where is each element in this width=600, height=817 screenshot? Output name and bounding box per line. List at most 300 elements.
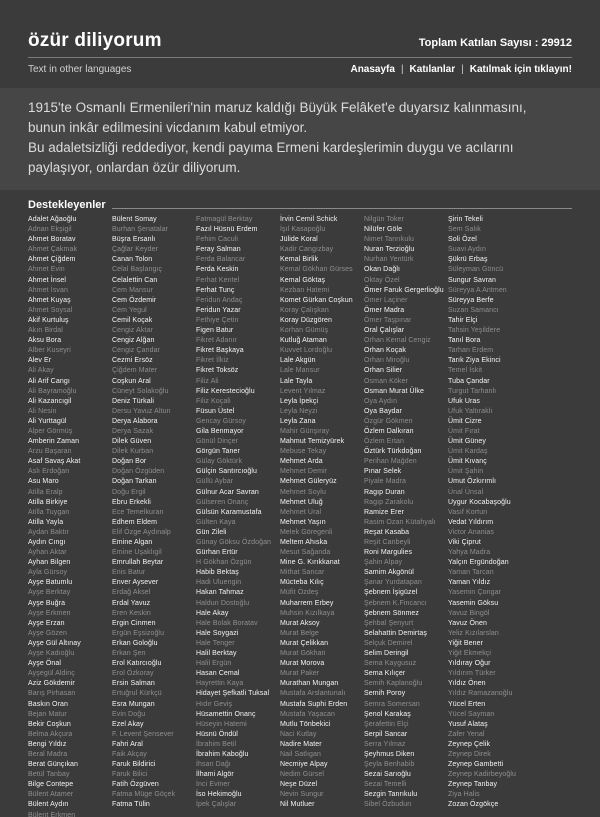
supporters-header bbox=[28, 199, 572, 211]
supporter-name: Aslı Erdoğan bbox=[28, 468, 70, 476]
supporter-name: Yusuf Alataş bbox=[448, 720, 488, 728]
supporter-name: Deniz Türkali bbox=[112, 397, 155, 405]
supporter-name: Ali Arif Cangı bbox=[28, 377, 70, 385]
supporter-name: Nil Mutluer bbox=[280, 801, 315, 809]
nav-separator: | bbox=[461, 64, 464, 75]
supporter-name: Murat Paker bbox=[280, 670, 320, 678]
supporter-name: Cem Mansur bbox=[112, 286, 154, 294]
supporter-name: Habib Bektaş bbox=[196, 569, 239, 577]
supporter-name: Şahin Alpay bbox=[364, 559, 403, 567]
supporter-name: Kemal Birlik bbox=[280, 256, 319, 264]
supporter-name: Erdağ Aksel bbox=[112, 589, 151, 597]
supporter-name: Selahattin Demirtaş bbox=[364, 629, 427, 637]
supporter-name: Dersu Yavuz Altun bbox=[112, 407, 171, 415]
supporter-name: Özgür Gökmen bbox=[364, 417, 413, 425]
supporter-name: Murat Çelikkan bbox=[280, 639, 329, 647]
other-languages-link[interactable]: Text in other languages bbox=[28, 64, 132, 75]
supporter-name: Özlem Dalkıran bbox=[364, 427, 414, 435]
supporter-name: Uygur Kocabaşoğlu bbox=[448, 498, 511, 506]
supporter-name: Mehmet Arda bbox=[280, 458, 323, 466]
supporter-name: Ümit Fırat bbox=[448, 427, 480, 435]
supporter-name: Elif Özge Aydınalp bbox=[112, 528, 171, 536]
supporter-name: Canan Tolon bbox=[112, 256, 153, 264]
supporter-name: Levent Yılmaz bbox=[280, 387, 326, 395]
supporter-name: Alev Er bbox=[28, 357, 52, 365]
supporter-name: Nadire Mater bbox=[280, 740, 322, 748]
supporters-rule bbox=[112, 208, 572, 209]
supporter-name: Temel İskit bbox=[448, 367, 483, 375]
supporter-name: Gönül Dinçer bbox=[196, 438, 239, 446]
supporter-name: Leyla Zana bbox=[280, 417, 316, 425]
supporter-name: Mehmet Uluğ bbox=[280, 498, 323, 506]
supporter-name: Zeynep Direk bbox=[448, 750, 491, 758]
supporter-name: Zafer Yenal bbox=[448, 730, 485, 738]
supporter-name: Ragıp Duran bbox=[364, 488, 405, 496]
supporter-name: Ece Temelkuran bbox=[112, 508, 164, 516]
supporter-name: Cem Özdemir bbox=[112, 296, 157, 304]
supporter-name: Öztürk Türkdoğan bbox=[364, 448, 422, 456]
supporter-name: Erol Katırcıoğlu bbox=[112, 660, 162, 668]
supporter-name: Kutluğ Ataman bbox=[280, 337, 327, 345]
supporter-name: Vasıf Kortun bbox=[448, 508, 488, 516]
supporter-name: Enis Batur bbox=[112, 569, 146, 577]
statement-line: paylaşıyor, onlardan özür diliyorum. bbox=[28, 160, 241, 175]
supporter-name: Samim Akgönül bbox=[364, 569, 414, 577]
supporter-name: F. Levent Şensever bbox=[112, 730, 174, 738]
supporter-name: Viki Çiprut bbox=[448, 539, 481, 546]
supporter-name: Leyla İpekçi bbox=[280, 397, 319, 405]
supporter-name: Murat Aksoy bbox=[280, 619, 320, 627]
supporter-name: Haldun Dostoğlu bbox=[196, 599, 250, 607]
statement-line: Bu adaletsizliği reddediyor, kendi payıma Ermeni kardeşlerimin duygu ve acılarını bbox=[28, 140, 514, 155]
supporter-name: Fazıl Hüsnü Erdem bbox=[196, 226, 258, 234]
supporter-name: Bülent Aydın bbox=[28, 801, 69, 809]
supporter-name: Kadir Cangızbay bbox=[280, 246, 334, 254]
supporter-name: Gülnur Acar Savran bbox=[196, 488, 259, 496]
supporter-name: Görgün Taner bbox=[196, 448, 240, 456]
supporter-column bbox=[196, 215, 280, 817]
supporter-name: Ahmet Boratav bbox=[28, 236, 76, 244]
supporter-name: Fikret Toksöz bbox=[196, 367, 239, 375]
supporter-name: Orhan Kemal Cengiz bbox=[364, 337, 431, 345]
supporter-name: Fehim Caculi bbox=[196, 236, 239, 244]
supporter-name: Celalettin Can bbox=[112, 276, 158, 284]
supporter-name: Lale Mansur bbox=[280, 367, 320, 375]
supporter-name: Filiz Koçali bbox=[196, 397, 231, 405]
supporter-name: Hıdır Geviş bbox=[196, 700, 233, 708]
supporter-name: Ufuk Yaltıraklı bbox=[448, 407, 493, 415]
supporter-name: Şükrü Erbaş bbox=[448, 256, 488, 264]
supporter-name: Enver Aysever bbox=[112, 579, 159, 587]
supporter-name: Ahmet Çakmak bbox=[28, 246, 78, 254]
supporter-name: Nilüfer Göle bbox=[364, 226, 403, 234]
supporter-name: Filiz Kerestecioğlu bbox=[196, 387, 255, 395]
supporter-name: Çiğdem Mater bbox=[112, 367, 158, 375]
supporter-name: Ufuk Uras bbox=[448, 397, 481, 405]
supporter-name: Yeliz Kızılarslan bbox=[448, 629, 499, 637]
supporter-column bbox=[364, 215, 448, 817]
supporter-name: Emine Uşaklıgil bbox=[112, 549, 162, 557]
supporter-name: Eren Keskin bbox=[112, 609, 151, 617]
supporter-name: Sem Salık bbox=[448, 226, 481, 234]
supporter-name: Mebuse Tekay bbox=[280, 448, 327, 456]
supporter-name: Ümit Güney bbox=[448, 438, 486, 446]
supporter-name: Evin Doğu bbox=[112, 710, 146, 718]
supporter-name: Okan Dağlı bbox=[364, 266, 401, 274]
supporter-name: Hasan Cemal bbox=[196, 670, 240, 678]
supporter-column bbox=[28, 215, 112, 817]
supporter-name: Bülent Erkmen bbox=[28, 811, 76, 817]
supporter-name: Kemal Göktaş bbox=[280, 276, 326, 284]
supporter-name: Faruk Bildirici bbox=[112, 761, 156, 769]
supporter-name: Atilla Birkiye bbox=[28, 498, 68, 506]
supporter-name: Aksu Bora bbox=[28, 337, 62, 345]
supporter-name: Feray Salman bbox=[196, 246, 241, 254]
supporter-name: Arzu Başaran bbox=[28, 448, 72, 456]
supporter-name: Koray Çalışkan bbox=[280, 306, 329, 314]
supporter-name: Mesut Sağanda bbox=[280, 549, 331, 557]
supporter-name: Doğan Bor bbox=[112, 458, 147, 466]
supporter-name: Doğan Tarkan bbox=[112, 478, 157, 486]
supporter-name: Tahir Elçi bbox=[448, 316, 478, 324]
supporter-name: Hale Soygazi bbox=[196, 629, 239, 637]
supporter-name: Yücel Sayman bbox=[448, 710, 495, 718]
subnav bbox=[28, 64, 572, 75]
supporter-name: Fatih Özgüven bbox=[112, 781, 159, 789]
supporter-name: Ünal Ünsal bbox=[448, 488, 484, 496]
supporter-name: Erkan Goloğlu bbox=[112, 639, 158, 647]
supporter-name: Muharrem Erbey bbox=[280, 599, 334, 607]
supporter-name: Gün Zileli bbox=[196, 528, 227, 536]
supporter-name: Tanıl Bora bbox=[448, 337, 481, 345]
apology-statement bbox=[0, 88, 600, 190]
supporter-name: Murat Belge bbox=[280, 629, 319, 637]
supporter-name: Cengiz Alğan bbox=[112, 337, 155, 345]
supporter-name: Büşra Ersanlı bbox=[112, 236, 156, 244]
supporter-name: Doğu Ergil bbox=[112, 488, 146, 496]
supporter-name: Rasim Ozan Kütahyalı bbox=[364, 518, 436, 526]
supporter-name: Vedat Yıldırım bbox=[448, 518, 494, 526]
supporters-heading: Destekleyenler bbox=[28, 199, 106, 211]
supporter-name: Piyale Madra bbox=[364, 478, 407, 486]
supporter-name: Ayşe Berktay bbox=[28, 589, 71, 597]
supporter-name: Hüsamettin Onanç bbox=[196, 710, 256, 718]
supporter-name: Zeynep Çelik bbox=[448, 740, 491, 748]
supporter-name: Mehmet Ural bbox=[280, 508, 322, 516]
supporter-name: Aydan Baktır bbox=[28, 528, 70, 536]
supporter-name: Baskın Oran bbox=[28, 700, 69, 708]
supporter-name: Fikret Başkaya bbox=[196, 347, 244, 355]
supporter-name: Ayşe Erkmen bbox=[28, 609, 71, 617]
supporter-name: Melek Göregenli bbox=[280, 528, 333, 536]
supporter-name: Ali Kazancıgil bbox=[28, 397, 72, 405]
supporter-name: Süleyman Göncü bbox=[448, 266, 504, 274]
supporter-name: Sezgin Tanrıkulu bbox=[364, 791, 418, 799]
supporter-name: Komet Gürkan Coşkun bbox=[280, 296, 353, 304]
supporter-name: Ayşe Gül Altınay bbox=[28, 639, 81, 647]
supporter-name: Ahmet İsvan bbox=[28, 286, 69, 294]
supporter-column bbox=[112, 215, 196, 817]
supporter-name: Gülseren Onanç bbox=[196, 498, 249, 506]
header bbox=[28, 0, 572, 52]
supporter-name: Gülay Göktürk bbox=[196, 458, 243, 466]
supporter-name: Beral Madra bbox=[28, 750, 68, 758]
supporter-name: Müfit Özdeş bbox=[280, 589, 319, 597]
supporter-name: Nevin Sungur bbox=[280, 791, 324, 799]
supporter-name: Hale Bolak Boratav bbox=[196, 619, 258, 627]
supporter-name: Fahri Aral bbox=[112, 740, 143, 748]
supporter-name: Suzan Samancı bbox=[448, 306, 499, 314]
supporter-name: Semra Somersan bbox=[364, 700, 420, 708]
supporter-name: Kezban Hatemi bbox=[280, 286, 330, 294]
supporter-name: Murat Gökhan bbox=[280, 650, 326, 658]
supporter-name: Yahya Madra bbox=[448, 549, 491, 557]
supporter-name: Burhan Şenatalar bbox=[112, 226, 169, 234]
supporter-name: Jülide Koral bbox=[280, 236, 318, 244]
supporter-name: Nilgün Toker bbox=[364, 216, 404, 223]
supporter-name: Erdal Yavuz bbox=[112, 599, 151, 607]
supporter-name: Atilla Eralp bbox=[28, 488, 63, 496]
supporter-name: Faik Akçay bbox=[112, 750, 147, 758]
nav-item-katilmak[interactable]: Katılmak için tıklayın! bbox=[469, 64, 572, 75]
supporter-name: Tahsin Yeşildere bbox=[448, 327, 501, 335]
nav-item-anasayfa[interactable]: Anasayfa bbox=[350, 64, 395, 75]
supporter-name: Gülçin Santırcıoğlu bbox=[196, 468, 258, 476]
statement-line: bunun inkâr edilmesini vicdanım kabul etmiyor. bbox=[28, 120, 308, 135]
supporter-name: Lale Akgün bbox=[280, 357, 316, 365]
supporter-name: Atilla Yayla bbox=[28, 518, 64, 526]
supporter-name: İpek Çalışlar bbox=[196, 801, 237, 809]
supporter-name: Ertuğrul Kürkçü bbox=[112, 690, 162, 698]
supporter-name: Mustafa Suphi Erden bbox=[280, 700, 348, 708]
supporter-name: Cemil Koçak bbox=[112, 316, 153, 324]
supporter-name: Ayhan Aktar bbox=[28, 549, 67, 557]
supporter-name: Turgut Tarhanlı bbox=[448, 387, 497, 395]
supporter-name: Muhsin Kızılkaya bbox=[280, 609, 335, 617]
supporter-name: Amberin Zaman bbox=[28, 438, 80, 446]
supporter-name: Orhan Miroğlu bbox=[364, 357, 410, 365]
supporter-column bbox=[280, 215, 364, 817]
supporter-name: Ümit Cizre bbox=[448, 417, 482, 425]
supporter-name: İnci Eviner bbox=[196, 781, 230, 789]
supporter-name: Orhan Koçak bbox=[364, 347, 406, 355]
supporter-name: Ergün Eşsizoğlu bbox=[112, 629, 165, 637]
supporter-name: Güllü Aybar bbox=[196, 478, 234, 486]
supporter-name: Cengiz Aktar bbox=[112, 327, 153, 335]
supporter-name: Perihan Mağden bbox=[364, 458, 417, 466]
supporter-name: Fikret Adanır bbox=[196, 337, 237, 345]
supporter-name: Bülent Atamer bbox=[28, 791, 74, 799]
supporter-name: Ömer Madra bbox=[364, 306, 405, 314]
supporter-name: Zeynep Gambetti bbox=[448, 761, 504, 769]
supporter-name: Ali Nesin bbox=[28, 407, 57, 415]
supporter-name: Mustafa Yaşacan bbox=[280, 710, 335, 718]
supporter-name: Ragıp Zarakolu bbox=[364, 498, 414, 506]
supporter-name: Meltem Ahıska bbox=[280, 539, 328, 546]
supporter-name: Ayşe Erzan bbox=[28, 619, 65, 627]
supporter-name: Celal Başlangıç bbox=[112, 266, 163, 274]
supporter-name: Şehbal Şenyurt bbox=[364, 619, 414, 627]
supporter-name: Mücteba Kılıç bbox=[280, 579, 324, 587]
supporter-name: Ayşe Kadıoğlu bbox=[28, 650, 75, 658]
supporter-name: Ümit Kıvanç bbox=[448, 458, 487, 466]
supporter-name: Hüseyin Hatemi bbox=[196, 720, 247, 728]
supporter-name: Murathan Mungan bbox=[280, 680, 339, 688]
supporter-name: Emine Algan bbox=[112, 539, 153, 546]
supporter-name: Ümit Şahin bbox=[448, 468, 484, 476]
supporter-name: Oral Çalışlar bbox=[364, 327, 405, 335]
supporter-name: Mutlu Tönbekici bbox=[280, 720, 331, 728]
supporter-name: Lale Tayla bbox=[280, 377, 313, 385]
supporter-name: Kuvvet Lordoğlu bbox=[280, 347, 333, 355]
supporter-name: Ahmet Soysal bbox=[28, 306, 73, 314]
supporter-name: Ayşe Gözen bbox=[28, 629, 68, 637]
supporter-name: Feridun Andaç bbox=[196, 296, 243, 304]
supporter-name: Nail Satlıgan bbox=[280, 750, 321, 758]
supporter-name: Ferda Balancar bbox=[196, 256, 246, 264]
supporter-name: Hayrettin Kaya bbox=[196, 680, 244, 688]
supporter-name: Ali Bayramoğlu bbox=[28, 387, 77, 395]
supporter-name: Zeynep Tanbay bbox=[448, 781, 498, 789]
supporter-name: Roni Margulies bbox=[364, 549, 413, 557]
supporter-name: Aziz Gökdemir bbox=[28, 680, 75, 688]
page-title: özür diliyorum bbox=[28, 30, 162, 51]
supporter-name: Alper Görmüş bbox=[28, 427, 73, 435]
supporter-name: Selçuk Demirel bbox=[364, 639, 413, 647]
supporter-name: Süreyya Berfe bbox=[448, 296, 494, 304]
supporter-name: Fatma Tülin bbox=[112, 801, 150, 809]
supporter-name: Coşkun Aral bbox=[112, 377, 151, 385]
supporter-name: Berat Günçıkan bbox=[28, 761, 79, 769]
supporter-name: Halil Ergün bbox=[196, 660, 232, 668]
supporter-name: Mine G. Kırıkkanat bbox=[280, 559, 340, 567]
supporter-name: Fikret İlkiz bbox=[196, 357, 229, 365]
supporter-name: Şebnem Sönmez bbox=[364, 609, 419, 617]
supporter-name: Yalçın Ergündoğan bbox=[448, 559, 509, 567]
supporter-name: Bülent Somay bbox=[112, 216, 157, 223]
supporter-name: Ferda Keskin bbox=[196, 266, 239, 274]
supporter-name: Yasemin Göksu bbox=[448, 599, 499, 607]
supporter-name: Hüsnü Öndül bbox=[196, 730, 238, 738]
supporter-name: H Gökhan Özgün bbox=[196, 559, 252, 567]
supporter-name: Şebnem K.Fincancı bbox=[364, 599, 427, 607]
supporter-name: Mahmut Temizyürek bbox=[280, 438, 345, 446]
supporter-name: İso Hekimoğlu bbox=[196, 791, 242, 799]
supporter-name: Yücel Erten bbox=[448, 700, 486, 708]
supporter-name: Atilla Tuygan bbox=[28, 508, 70, 516]
supporter-name: Ahmet Evin bbox=[28, 266, 65, 274]
supporter-name: Ömer Taşpınar bbox=[364, 316, 412, 324]
supporter-name: Tarık Ziya Ekinci bbox=[448, 357, 501, 365]
supporter-name: Şirin Tekeli bbox=[448, 216, 483, 223]
supporter-name: Hakan Tahmaz bbox=[196, 589, 244, 597]
supporter-name: Oktay Özel bbox=[364, 276, 400, 284]
supporter-name: Bengi Yıldız bbox=[28, 740, 67, 748]
supporter-name: Sezai Sarıoğlu bbox=[364, 771, 411, 779]
supporter-name: Gülsün Karamustafa bbox=[196, 508, 262, 516]
supporter-name: Yıldız Ramazanoğlu bbox=[448, 690, 513, 698]
supporter-name: İbrahim Betil bbox=[196, 740, 237, 748]
supporter-name: Ayşe Önal bbox=[28, 660, 62, 668]
supporter-name: Yiğit Ekmekçi bbox=[448, 650, 492, 658]
supporter-name: Adnan Ekşigil bbox=[28, 226, 72, 234]
supporter-name: Hidayet Şefkatli Tuksal bbox=[196, 690, 270, 698]
supporter-name: Leyla Neyzi bbox=[280, 407, 318, 415]
supporter-name: Ömer Laçiner bbox=[364, 296, 408, 304]
supporter-name: Ferhat Kentel bbox=[196, 276, 240, 284]
supporter-name: Emrullah Beytar bbox=[112, 559, 164, 567]
supporter-name: Necmiye Alpay bbox=[280, 761, 328, 769]
supporter-name: Hale Akay bbox=[196, 609, 229, 617]
supporter-name: Ezel Akay bbox=[112, 720, 144, 728]
supporter-name: Suavi Aydın bbox=[448, 246, 486, 254]
supporter-name: Dilek Güven bbox=[112, 438, 152, 446]
supporter-name: Oya Aydın bbox=[364, 397, 398, 405]
supporter-name: İşıl Kasapoğlu bbox=[280, 226, 326, 234]
supporter-name: Soli Özel bbox=[448, 236, 477, 244]
supporter-name: Sungur Savran bbox=[448, 276, 496, 284]
supporter-name: Zozan Özgökçe bbox=[448, 801, 499, 809]
supporter-name: Nimet Tanrıkulu bbox=[364, 236, 415, 244]
supporter-name: Edhem Eldem bbox=[112, 518, 158, 526]
supporter-name: Cezmi Ersöz bbox=[112, 357, 153, 365]
supporter-name: Mehmet Demir bbox=[280, 468, 328, 476]
supporter-name: Yıldız Önen bbox=[448, 680, 486, 688]
supporter-column bbox=[448, 215, 532, 817]
supporter-name: Adalet Ağaoğlu bbox=[28, 216, 77, 223]
supporter-name: Erol Özkoray bbox=[112, 670, 154, 678]
supporter-name: Ali Yurttagül bbox=[28, 417, 67, 425]
supporter-name: Füsun Üstel bbox=[196, 407, 235, 415]
supporter-name: Yavuz Bingöl bbox=[448, 609, 490, 617]
supporter-name: Serra Yılmaz bbox=[364, 740, 406, 748]
supporter-name: Asaf Savaş Akat bbox=[28, 458, 81, 466]
supporter-name: Bekir Coşkun bbox=[28, 720, 71, 728]
supporter-name: Faruk Bilici bbox=[112, 771, 148, 779]
supporter-name: Derya Sazak bbox=[112, 427, 154, 435]
supporter-name: Semih Poroy bbox=[364, 690, 406, 698]
supporter-name: Akif Kurtuluş bbox=[28, 316, 69, 324]
supporter-name: Naci Kutlay bbox=[280, 730, 317, 738]
supporter-name: Reşit Canbeyli bbox=[364, 539, 411, 546]
supporter-name: Semih Kaplanoğlu bbox=[364, 680, 423, 688]
supporter-name: Reşat Kasaba bbox=[364, 528, 410, 536]
supporter-name: Ahmet Kuyaş bbox=[28, 296, 71, 304]
header-divider bbox=[28, 57, 572, 58]
supporter-name: Ramize Erer bbox=[364, 508, 404, 516]
supporter-name: Serpil Sancar bbox=[364, 730, 408, 738]
supporter-name: Fatmagül Berktay bbox=[196, 216, 253, 223]
supporter-name: Sema Kılıçer bbox=[364, 670, 406, 678]
total-participants-count: Toplam Katılan Sayısı : 29912 bbox=[418, 37, 572, 49]
supporter-name: Ali Akay bbox=[28, 367, 54, 375]
supporter-name: Gülten Kaya bbox=[196, 518, 236, 526]
nav-item-katilanlar[interactable]: Katılanlar bbox=[409, 64, 456, 75]
supporter-name: Ersin Salman bbox=[112, 680, 155, 688]
supporter-name: Barış Pirhasan bbox=[28, 690, 76, 698]
supporter-name: Mehmet Yaşın bbox=[280, 518, 326, 526]
supporter-name: Feridun Yazar bbox=[196, 306, 241, 314]
supporter-name: Yaman Tarcan bbox=[448, 569, 494, 577]
supporter-name: Tarhan Erdem bbox=[448, 347, 494, 355]
supporter-name: Halil Berktay bbox=[196, 650, 237, 658]
supporter-name: Akın Birdal bbox=[28, 327, 63, 335]
supporter-name: Yasemin Çongar bbox=[448, 589, 502, 597]
supporter-name: Aydın Cıngı bbox=[28, 539, 66, 546]
supporter-name: Alber Kuseyri bbox=[28, 347, 71, 355]
supporter-name: Çağlar Keyder bbox=[112, 246, 159, 254]
supporter-name: Süreyya A Antmen bbox=[448, 286, 507, 294]
